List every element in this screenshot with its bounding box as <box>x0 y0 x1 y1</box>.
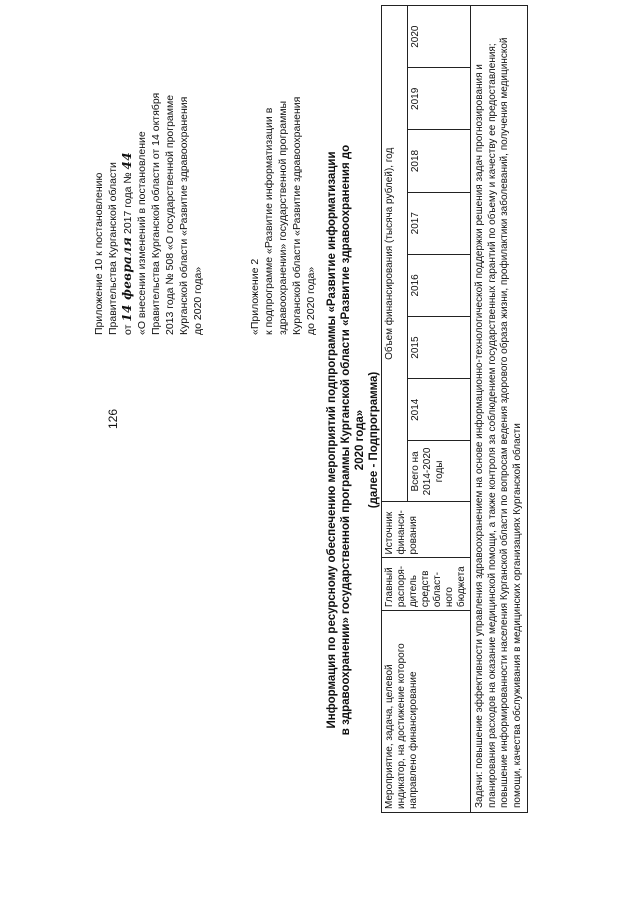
document-title <box>325 140 381 740</box>
appendix-line: Курганской области «Развитие здравоохранения <box>178 96 190 335</box>
date-mid: 2017 года № <box>122 172 134 235</box>
header-year: 2018 <box>408 130 471 192</box>
appendix-line: к подпрограмме «Развитие информатизации в <box>263 107 275 335</box>
header-year: 2019 <box>408 68 471 130</box>
appendix-line: 2013 года № 508 «О государственной программе <box>164 94 176 335</box>
title-line: Информация по ресурсному обеспечению мероприятий подпрограммы «Развитие информатизации <box>326 151 338 729</box>
appendix-line: здравоохранении» государственной программы <box>277 100 289 335</box>
page-number: 126 <box>106 408 120 429</box>
appendix-line: «Приложение 2 <box>249 258 261 335</box>
appendix-line: до 2020 года» <box>305 266 317 335</box>
appendix-date-line <box>120 15 135 335</box>
header-financing: Объем финансирования (тысяча рублей), год <box>382 6 408 502</box>
handwritten-number: 44 <box>120 152 134 170</box>
table-header-row <box>382 6 408 813</box>
header-total: Всего на 2014-2020 годы <box>408 441 471 502</box>
header-year: 2020 <box>408 6 471 68</box>
appendix-main-header <box>92 15 205 335</box>
header-source: Источник финанси-рования <box>382 502 471 558</box>
appendix-line: Приложение 10 к постановлению <box>93 172 105 335</box>
appendix-line: до 2020 года» <box>192 266 204 335</box>
date-prefix: от <box>122 324 134 335</box>
header-activity: Мероприятие, задача, целевой индикатор, на достижение которого направлено финансирование <box>382 611 471 813</box>
appendix-line: «О внесении изменений в постановление <box>136 131 148 335</box>
tasks-cell: Задачи: повышение эффективности управления здравоохранением на основе информационно-технологической поддержки решения задач прогнозирования и планирования расходов на оказание медицинской помощи, а также контроля за соблюдением государственных гарантий по объему и качеству ее предоставления; повышение информированности населения Курганской области по вопросам ведения здорового образа жизни, профилактики заболеваний, получения медицинской помощи, качества обслуживания в медицинских организациях Курганской области <box>471 6 528 813</box>
title-line: (далее - Подпрограмма) <box>368 371 380 509</box>
header-year: 2017 <box>408 192 471 254</box>
appendix-sub-header <box>248 35 318 335</box>
header-executor: Главный распоря-дитель средств област-ного бюджета <box>382 558 471 611</box>
appendix-line: Правительства Курганской области от 14 октября <box>150 92 162 335</box>
header-year: 2015 <box>408 316 471 378</box>
financing-table <box>381 5 528 813</box>
appendix-line: Курганской области «Развитие здравоохранения <box>291 96 303 335</box>
table-row <box>471 6 528 813</box>
handwritten-date: 14 февраля <box>120 236 134 322</box>
header-year: 2016 <box>408 254 471 316</box>
header-year: 2014 <box>408 379 471 441</box>
appendix-line: Правительства Курганской области <box>107 162 119 335</box>
title-line: в здравоохранении» государственной программы Курганской области «Развитие здравоохранения до 2020 года» <box>340 144 366 736</box>
